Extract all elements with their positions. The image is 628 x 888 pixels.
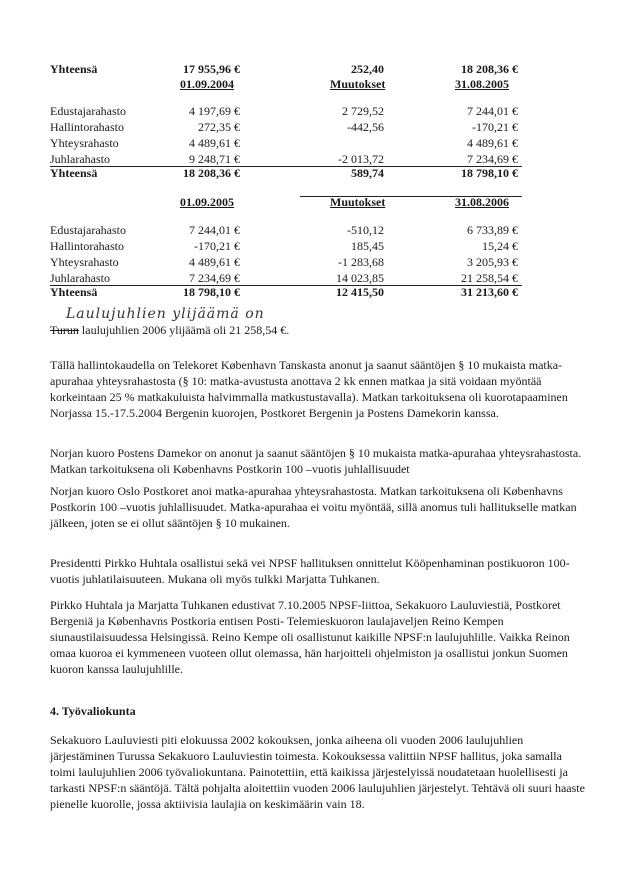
- table3-header-start: 01.09.2005: [180, 195, 234, 209]
- table3-total-value-2: 12 415,50: [336, 285, 384, 299]
- paragraph: Norjan kuoro Postens Damekor on anonut ja saanut sääntöjen § 10 mukaista matka-apurahaa yhteysrahastosta. Matkan tarkoituksena oli Københavns Postkorin 100 –vuotis juhlallisuudet: [50, 446, 582, 476]
- table2-row-value-1: 4 197,69 €: [189, 104, 240, 118]
- table3-row-value-2: -510,12: [347, 223, 384, 237]
- table3-header-changes: Muutokset: [330, 195, 386, 209]
- table2-row-value-3: 4 489,61 €: [467, 136, 518, 150]
- handwritten-annotation: Laulujuhlien ylijäämä on: [66, 306, 265, 322]
- table2-row-label: Yhteysrahasto: [50, 136, 119, 150]
- table3-row-value-1: 4 489,61 €: [189, 255, 240, 269]
- table3-row-label: Edustajarahasto: [50, 223, 126, 237]
- table3-row-value-3: 21 258,54 €: [461, 271, 518, 285]
- surplus-text: laulujuhlien 2006 ylijäämä oli 21 258,54 €.: [78, 323, 290, 337]
- table3-header-end: 31.08.2006: [455, 195, 509, 209]
- table3-row-label: Juhlarahasto: [50, 271, 110, 285]
- table2-row-label: Edustajarahasto: [50, 104, 126, 118]
- table2-total-value-1: 18 208,36 €: [183, 166, 240, 180]
- table3-row-value-1: 7 234,69 €: [189, 271, 240, 285]
- table3-row-value-2: -1 283,68: [338, 255, 384, 269]
- table2-row-value-2: -442,56: [347, 120, 384, 134]
- table3-row-value-1: 7 244,01 €: [189, 223, 240, 237]
- table2-total-label: Yhteensä: [50, 166, 98, 180]
- table3-row-value-1: -170,21 €: [194, 239, 240, 253]
- table3-total-value-3: 31 213,60 €: [461, 285, 518, 299]
- table2-row-value-3: 7 244,01 €: [467, 104, 518, 118]
- table2-row-value-2: -2 013,72: [338, 152, 384, 166]
- section-heading: 4. Työvaliokunta: [50, 704, 136, 718]
- table3-row-value-3: 15,24 €: [482, 239, 518, 253]
- table1-total-label: Yhteensä: [50, 62, 98, 76]
- table1-total-value-1: 17 955,96 €: [183, 62, 240, 76]
- paragraph: Tällä hallintokaudella on Telekoret København Tanskasta anonut ja saanut sääntöjen § 10 mukaista matka-apurahaa yhteysrahastosta (§ 10: matka-avustusta anottava 2 kk ennen matkaa ja sitä voidaan myöntää korkeintaan 25 % matkakuluista halvimmalla matkustustavalla). Matkan tarkoituksena oli kuorotapaaminen Norjassa 15.-17.5.2004 Bergenin kuorojen, Postkoret Bergenin ja Postens Damekorin kanssa.: [50, 358, 568, 420]
- struck-word: Turun: [50, 323, 79, 337]
- paragraph: Pirkko Huhtala ja Marjatta Tuhkanen edustivat 7.10.2005 NPSF-liittoa, Sekakuoro Lauluviestiä, Postkoret Bergeniä ja Københavns Postkoria entisen Posti- Telemieskuoron laulajaveljen Reino Kempen siunaustilaisuudessa Helsingissä. Reino Kempe oli osallistunut kaikille NPSF:n laulujuhlille. Vaikka Reinon omaa kuoroa ei kymmeneen vuoteen ollut olemassa, hän harjoitteli ohjelmiston ja osallistui jonkun Suomen kuoron kanssa laulujuhlille.: [50, 598, 570, 676]
- table2-row-value-1: 9 248,71 €: [189, 152, 240, 166]
- paragraph: Presidentti Pirkko Huhtala osallistui sekä vei NPSF hallituksen onnittelut Kööpenhaminan postikuoron 100-vuotis juhlatilaisuuteen. Mukana oli myös tulkki Marjatta Tuhkanen.: [50, 556, 570, 586]
- table1-total-value-3: 18 208,36 €: [461, 62, 518, 76]
- table3-row-value-2: 185,45: [351, 239, 384, 253]
- table3-row-value-3: 6 733,89 €: [467, 223, 518, 237]
- table2-row-label: Hallintorahasto: [50, 120, 124, 134]
- section-paragraph: Sekakuoro Lauluviesti piti elokuussa 2002 kokouksen, jonka aiheena oli vuoden 2006 laulujuhlien järjestäminen Turussa Sekakuoro Lauluviestin toimesta. Kokouksessa valittiin NPSF hallitus, joka samalla toimi laulujuhlien 2006 työvaliokuntana. Painotettiin, että kaikissa järjestelyissä noudatetaan huolellisesti ja tarkasti NPSF:n sääntöjä. Tältä pohjalta aloitettiin vuoden 2006 laulujuhlien järjestelyt. Tehtävä oli suuri haaste pienelle kuorolle, jossa aktiivisia laulajia on keskimäärin vain 18.: [50, 733, 585, 811]
- table2-row-value-1: 4 489,61 €: [189, 136, 240, 150]
- table2-header-start: 01.09.2004: [180, 77, 234, 91]
- table3-row-label: Hallintorahasto: [50, 239, 124, 253]
- table2-total-value-2: 589,74: [351, 166, 384, 180]
- table3-row-value-3: 3 205,93 €: [467, 255, 518, 269]
- table3-total-value-1: 18 798,10 €: [183, 285, 240, 299]
- surplus-line: [50, 323, 289, 338]
- table3-total-label: Yhteensä: [50, 285, 98, 299]
- table2-header-changes: Muutokset: [330, 77, 386, 91]
- table2-row-value-3: 7 234,69 €: [467, 152, 518, 166]
- table2-row-value-3: -170,21 €: [472, 120, 518, 134]
- table3-row-value-2: 14 023,85: [336, 271, 384, 285]
- table2-row-value-1: 272,35 €: [198, 120, 240, 134]
- table2-header-end: 31.08.2005: [455, 77, 509, 91]
- table1-total-value-2: 252,40: [351, 62, 384, 76]
- table2-total-value-3: 18 798,10 €: [461, 166, 518, 180]
- paragraph: Norjan kuoro Oslo Postkoret anoi matka-apurahaa yhteysrahastosta. Matkan tarkoituksena oli Københavns Postkorin 100 –vuotis juhlallisuudet. Matka-apurahaa ei voitu myöntää, sillä anomus tuli hallitukselle matkan jälkeen, joten se ei ollut sääntöjen § 10 mukainen.: [50, 484, 577, 530]
- table2-row-value-2: 2 729,52: [342, 104, 384, 118]
- table2-row-label: Juhlarahasto: [50, 152, 110, 166]
- table3-row-label: Yhteysrahasto: [50, 255, 119, 269]
